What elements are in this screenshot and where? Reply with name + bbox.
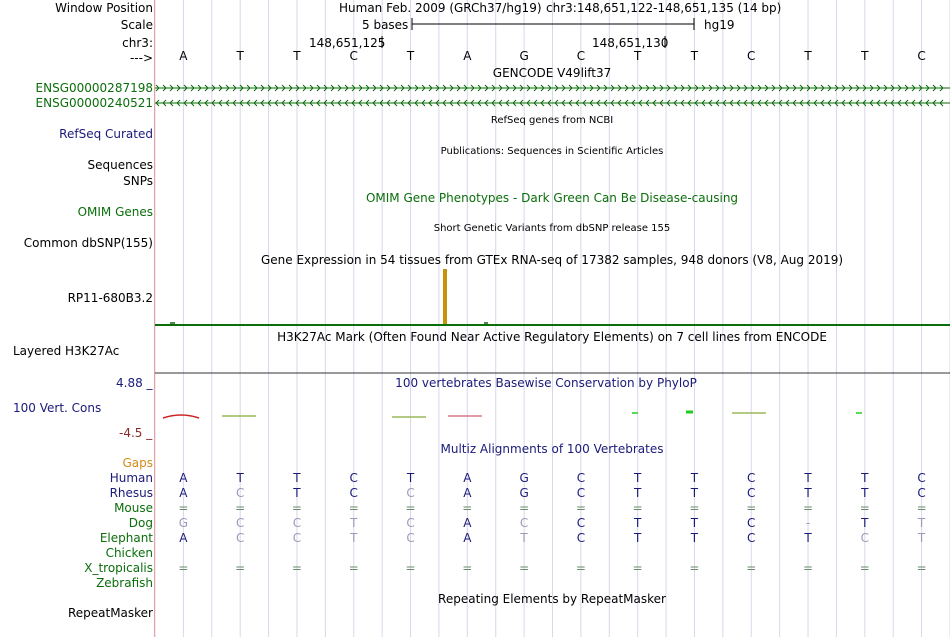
alignment-base: T xyxy=(861,471,869,485)
alignment-base: C xyxy=(235,516,245,530)
alignment-base: C xyxy=(519,516,529,530)
alignment-base: T xyxy=(690,471,699,485)
alignment-base: = xyxy=(859,501,870,515)
alignment-base: A xyxy=(463,531,472,545)
scale-db: hg19 xyxy=(704,18,735,32)
alignment-base: A xyxy=(179,471,188,485)
dbsnp-track-title[interactable]: Short Genetic Variants from dbSNP release 155 xyxy=(433,223,671,234)
alignment-base: = xyxy=(803,501,814,515)
phylop-track-label[interactable]: 100 Vert. Cons xyxy=(13,401,102,415)
alignment-base: T xyxy=(406,471,415,485)
base-letter: T xyxy=(293,49,301,63)
alignment-base: G xyxy=(519,486,529,500)
alignment-base: C xyxy=(747,516,756,530)
alignment-base: C xyxy=(917,486,926,500)
alignment-base: C xyxy=(292,531,302,545)
species-label-chicken[interactable]: Chicken xyxy=(105,546,153,560)
gaps-label: Gaps xyxy=(122,456,153,470)
base-letter: G xyxy=(519,49,529,63)
alignment-base: C xyxy=(235,486,245,500)
alignment-base: T xyxy=(293,486,301,500)
alignment-base: = xyxy=(405,501,416,515)
phylop-track-title[interactable]: 100 vertebrates Basewise Conservation by PhyloP xyxy=(395,376,697,390)
alignment-base: = xyxy=(575,561,586,575)
alignment-base: C xyxy=(292,516,302,530)
alignment-base: - xyxy=(805,516,811,530)
base-letter: T xyxy=(804,49,812,63)
gene-label-1[interactable]: ENSG00000287198 xyxy=(35,81,153,95)
ruler-tick-label: 148,651,130 xyxy=(592,36,669,50)
alignment-base: T xyxy=(804,531,812,545)
sequences-track-label[interactable]: Sequences xyxy=(87,158,153,172)
omim-track-label[interactable]: OMIM Genes xyxy=(77,205,153,219)
species-label-elephant[interactable]: Elephant xyxy=(99,531,153,545)
chr-label: chr3: xyxy=(122,36,153,50)
scale-value: 5 bases xyxy=(362,18,409,32)
base-letter: C xyxy=(349,49,358,63)
base-letter: T xyxy=(690,49,699,63)
assembly-title: Human Feb. 2009 (GRCh37/hg19) xyxy=(339,1,542,15)
alignment-base: = xyxy=(462,561,473,575)
alignment-base: C xyxy=(235,531,245,545)
alignment-base: = xyxy=(235,501,246,515)
alignment-base: A xyxy=(463,486,472,500)
alignment-base: = xyxy=(178,501,189,515)
alignment-base: = xyxy=(746,561,757,575)
ruler-tick-label: 148,651,125 xyxy=(309,36,386,50)
alignment-base: T xyxy=(917,516,926,530)
alignment-base: T xyxy=(634,486,642,500)
alignment-base: = xyxy=(348,501,359,515)
gtex-expression-bar xyxy=(443,269,447,325)
base-letter: A xyxy=(463,49,472,63)
species-label-mouse[interactable]: Mouse xyxy=(114,501,153,515)
alignment-base: A xyxy=(179,531,188,545)
alignment-base: = xyxy=(632,501,643,515)
alignment-base: C xyxy=(406,516,415,530)
base-letter: T xyxy=(634,49,642,63)
alignment-base: = xyxy=(405,561,416,575)
species-label-rhesus[interactable]: Rhesus xyxy=(109,486,153,500)
base-letter: A xyxy=(179,49,188,63)
alignment-base: C xyxy=(406,531,415,545)
alignment-base: T xyxy=(350,516,358,530)
refseq-track-title[interactable]: RefSeq genes from NCBI xyxy=(490,115,614,126)
repeatmasker-track-title[interactable]: Repeating Elements by RepeatMasker xyxy=(438,592,666,606)
phylop-min-label: -4.5 _ xyxy=(119,426,153,440)
alignment-base: = xyxy=(519,501,530,515)
alignment-base: C xyxy=(860,531,870,545)
dbsnp-track-label[interactable]: Common dbSNP(155) xyxy=(23,236,153,250)
alignment-base: = xyxy=(519,561,530,575)
position-text[interactable]: chr3:148,651,122-148,651,135 (14 bp) xyxy=(546,1,782,15)
alignment-base: G xyxy=(519,471,529,485)
multiz-track-title[interactable]: Multiz Alignments of 100 Vertebrates xyxy=(440,442,664,456)
alignment-base: C xyxy=(576,486,586,500)
h3k27ac-track-label[interactable]: Layered H3K27Ac xyxy=(13,344,120,358)
base-letter: T xyxy=(406,49,415,63)
alignment-base: T xyxy=(634,516,642,530)
alignment-base: T xyxy=(917,531,926,545)
gtex-expression-bar-small xyxy=(484,322,488,324)
alignment-base: = xyxy=(291,501,302,515)
alignment-base: C xyxy=(917,471,926,485)
alignment-base: = xyxy=(689,561,700,575)
base-letter: T xyxy=(236,49,244,63)
phylop-neg-mark xyxy=(163,415,199,418)
alignment-base: T xyxy=(861,516,869,530)
alignment-base: = xyxy=(859,561,870,575)
alignment-base: T xyxy=(634,471,642,485)
alignment-base: T xyxy=(861,486,869,500)
alignment-base: G xyxy=(178,516,189,530)
alignment-base: = xyxy=(803,561,814,575)
gencode-track-title[interactable]: GENCODE V49lift37 xyxy=(492,66,612,80)
species-label-human[interactable]: Human xyxy=(109,471,153,485)
alignment-base: T xyxy=(804,471,812,485)
alignment-base: = xyxy=(689,501,700,515)
alignment-base: = xyxy=(916,501,927,515)
gene-label-2[interactable]: ENSG00000240521 xyxy=(35,96,153,110)
alignment-base: C xyxy=(747,471,756,485)
window-position-label: Window Position xyxy=(55,1,153,15)
phylop-max-label: 4.88 _ xyxy=(116,376,153,390)
h3k27ac-track-title[interactable]: H3K27Ac Mark (Often Found Near Active Regulatory Elements) on 7 cell lines from ENCODE xyxy=(277,330,827,344)
species-label-x_tropicalis[interactable]: X_tropicalis xyxy=(84,561,153,575)
alignment-base: C xyxy=(576,531,586,545)
alignment-base: T xyxy=(293,471,301,485)
omim-track-title[interactable]: OMIM Gene Phenotypes - Dark Green Can Be Disease-causing xyxy=(365,191,739,205)
alignment-base: = xyxy=(462,501,473,515)
alignment-base: = xyxy=(291,561,302,575)
alignment-base: A xyxy=(463,471,472,485)
repeatmasker-track-label[interactable]: RepeatMasker xyxy=(67,606,153,620)
alignment-base: T xyxy=(690,516,699,530)
label-divider xyxy=(154,0,155,637)
publications-track-title[interactable]: Publications: Sequences in Scientific Articles xyxy=(440,146,664,157)
alignment-base: C xyxy=(747,486,756,500)
alignment-base: T xyxy=(690,531,699,545)
alignment-base: C xyxy=(576,516,586,530)
gtex-expression-bar-small xyxy=(170,322,175,324)
alignment-base: T xyxy=(634,531,642,545)
base-letter: C xyxy=(917,49,926,63)
alignment-base: = xyxy=(746,501,757,515)
species-label-zebrafish[interactable]: Zebrafish xyxy=(96,576,153,590)
alignment-base: = xyxy=(916,561,927,575)
alignment-base: T xyxy=(804,486,812,500)
alignment-base: A xyxy=(179,486,188,500)
alignment-base: C xyxy=(406,486,415,500)
alignment-base: T xyxy=(520,531,528,545)
refseq-track-label[interactable]: RefSeq Curated xyxy=(59,127,153,141)
alignment-base: = xyxy=(348,561,359,575)
base-letter: C xyxy=(747,49,756,63)
alignment-base: = xyxy=(575,501,586,515)
alignment-base: C xyxy=(747,531,756,545)
scale-label: Scale xyxy=(120,18,153,32)
strand-arrow-label: ---> xyxy=(129,51,153,65)
alignment-base: C xyxy=(349,471,358,485)
alignment-base: = xyxy=(632,561,643,575)
gtex-track-title[interactable]: Gene Expression in 54 tissues from GTEx RNA-seq of 17382 samples, 948 donors (V8, Aug 2019) xyxy=(260,253,844,267)
alignment-base: = xyxy=(235,561,246,575)
alignment-base: = xyxy=(178,561,189,575)
alignment-base: T xyxy=(690,486,699,500)
alignment-base: C xyxy=(576,471,586,485)
base-letter: T xyxy=(861,49,869,63)
alignment-base: T xyxy=(350,531,358,545)
gtex-gene-label[interactable]: RP11-680B3.2 xyxy=(67,291,153,305)
base-letter: C xyxy=(576,49,586,63)
snps-label: SNPs xyxy=(123,174,153,188)
species-label-dog[interactable]: Dog xyxy=(128,516,153,530)
alignment-base: A xyxy=(463,516,472,530)
alignment-base: C xyxy=(349,486,358,500)
alignment-base: T xyxy=(236,471,244,485)
